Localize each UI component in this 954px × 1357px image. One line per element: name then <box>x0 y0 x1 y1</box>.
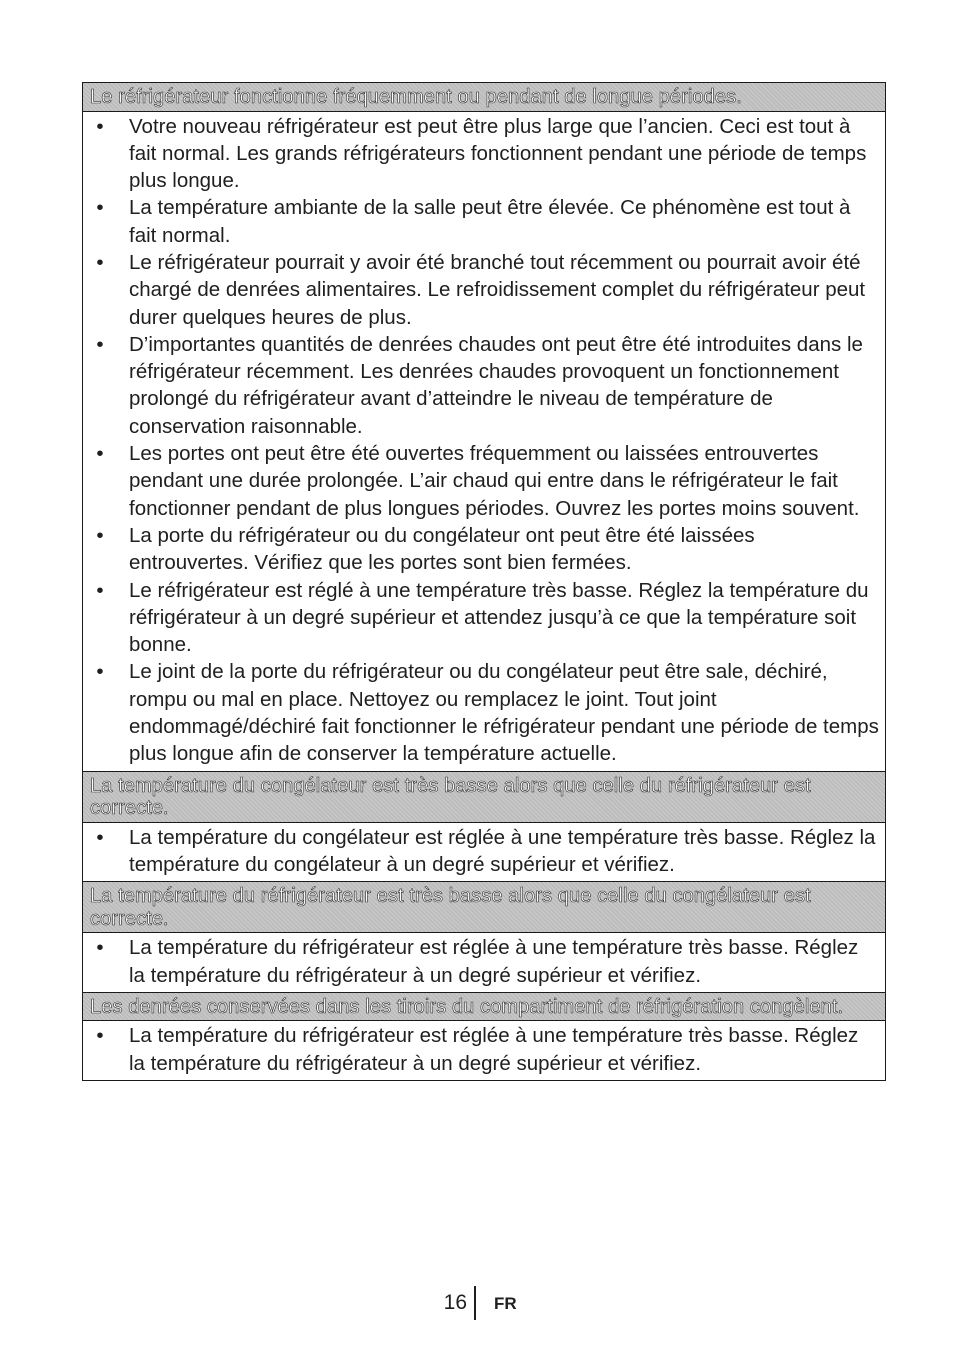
list-item <box>90 522 879 577</box>
section-header: La température du congélateur est très basse alors que celle du réfrigérateur est correcte. <box>83 771 885 823</box>
list-item-text: La température du congélateur est réglée à une température très basse. Réglez la température du congélateur à un degré supérieur et vérifiez. <box>129 825 876 876</box>
bullet-icon: • <box>96 660 104 684</box>
list-item <box>90 249 879 331</box>
section-body <box>83 933 885 992</box>
bullet-icon: • <box>96 578 104 602</box>
list-item-text: Le réfrigérateur pourrait y avoir été branché tout récemment ou pourrait avoir été chargé de denrées alimentaires. Le refroidissement complet du réfrigérateur peut durer quelques heures de plus. <box>129 250 866 329</box>
page-number: 16 <box>443 1291 467 1314</box>
bullet-icon: • <box>96 442 104 466</box>
bullet-icon: • <box>96 1024 104 1048</box>
list-item <box>90 113 879 195</box>
bullet-icon: • <box>96 332 104 356</box>
bullet-icon: • <box>96 825 104 849</box>
list-item <box>90 440 879 522</box>
list-item <box>90 658 879 767</box>
footer-divider <box>474 1286 476 1320</box>
section-header: Le réfrigérateur fonctionne fréquemment ou pendant de longue périodes. <box>83 83 885 112</box>
list-item <box>90 194 879 249</box>
section-body <box>83 823 885 882</box>
troubleshooting-table <box>82 82 886 1081</box>
bullet-icon: • <box>96 936 104 960</box>
list-item <box>90 824 879 879</box>
bullet-icon: • <box>96 196 104 220</box>
list-item <box>90 577 879 659</box>
list-item-text: Votre nouveau réfrigérateur est peut être plus large que l’ancien. Ceci est tout à fait normal. Les grands réfrigérateurs fonctionnent pendant une période de temps plus longue. <box>129 114 867 193</box>
list-item-text: Le joint de la porte du réfrigérateur ou du congélateur peut être sale, déchiré, rompu ou mal en place. Nettoyez ou remplacez le joint. Tout joint endommagé/déchiré fait fonctionner le réfrigérateur pendant une période de temps plus longue afin de conserver la température actuelle. <box>129 660 879 766</box>
page-footer <box>0 1286 954 1322</box>
list-item-text: Le réfrigérateur est réglé à une température très basse. Réglez la température du réfrigérateur à un degré supérieur et attendez jusqu’à ce que la température soit bonne. <box>129 578 869 657</box>
list-item <box>90 1022 879 1077</box>
section-header: Les denrées conservées dans les tiroirs du compartiment de réfrigération congèlent. <box>83 992 885 1022</box>
list-item-text: Les portes ont peut être été ouvertes fréquemment ou laissées entrouvertes pendant une durée prolongée. L’air chaud qui entre dans le réfrigérateur le fait fonctionner pendant de plus longues périodes. Ouvrez les portes moins souvent. <box>129 442 860 520</box>
list-item-text: La température du réfrigérateur est réglée à une température très basse. Réglez la température du réfrigérateur à un degré supérieur et vérifiez. <box>129 1024 859 1075</box>
section-body <box>83 1021 885 1080</box>
list-item-text: D’importantes quantités de denrées chaudes ont peut être été introduites dans le réfrigérateur récemment. Les denrées chaudes provoquent un fonctionnement prolongé du réfrigérateur avant d’atteindre le niveau de température de conservation raisonnable. <box>129 332 863 438</box>
list-item <box>90 934 879 989</box>
list-item-text: La température ambiante de la salle peut être élevée. Ce phénomène est tout à fait normal. <box>129 196 851 247</box>
language-code: FR <box>494 1294 517 1313</box>
section-header: La température du réfrigérateur est très basse alors que celle du congélateur est correcte. <box>83 881 885 933</box>
bullet-icon: • <box>96 114 104 138</box>
list-item <box>90 331 879 440</box>
bullet-icon: • <box>96 250 104 274</box>
section-body <box>83 112 885 771</box>
bullet-icon: • <box>96 523 104 547</box>
list-item-text: La porte du réfrigérateur ou du congélateur ont peut être été laissées entrouvertes. Vérifiez que les portes sont bien fermées. <box>129 523 755 575</box>
list-item-text: La température du réfrigérateur est réglée à une température très basse. Réglez la température du réfrigérateur à un degré supérieur et vérifiez. <box>129 936 859 987</box>
